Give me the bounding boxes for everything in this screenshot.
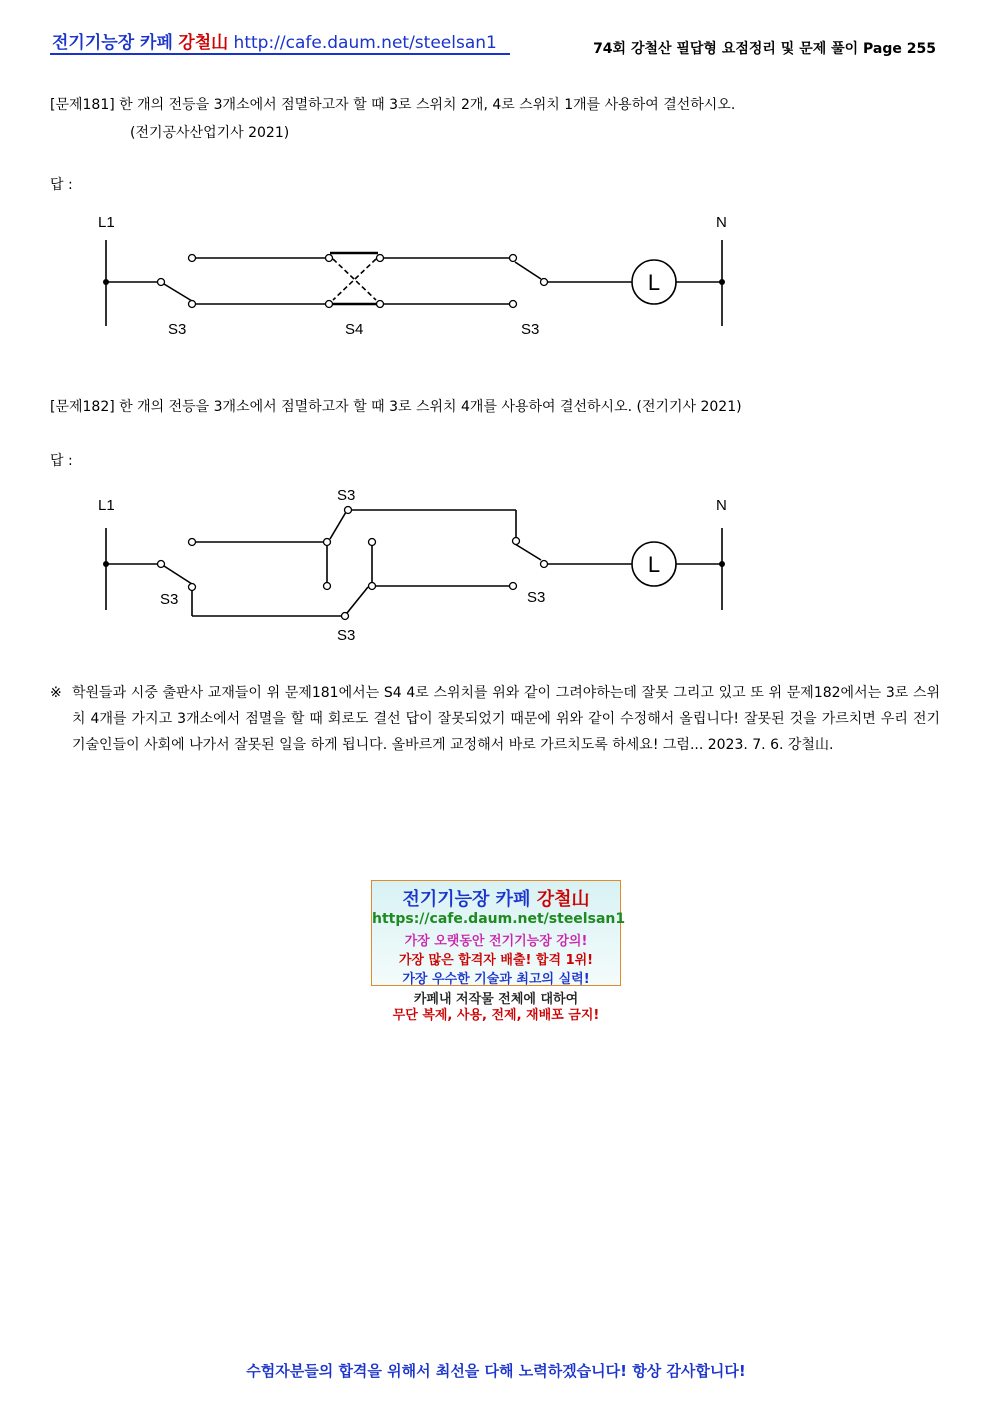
note-text: 학원들과 시중 출판사 교재들이 위 문제181에서는 S4 4로 스위치를 위와 같이 그려야하는데 잘못 그리고 있고 또 위 문제182에서는 3로 스위치 4개를 가지고 3개소에서 점멸을 할 때 회로도 결선 답이 잘못되었기 때문에 위와 같이 수정해서 올립니다! 잘못된 것을 가르치면 우리 전기기술인들이 사회에 나가서 잘못된 일을 하게 됩니다. 올바르게 교정해서 바로 가르치도록 하세요! 그럼... 2023. 7. 6. 강철山.	[72, 685, 940, 753]
l1-label: L1	[98, 497, 115, 514]
footer-message: 수험자분들의 합격을 위해서 최선을 다해 노력하겠습니다! 항상 감사합니다!	[246, 1362, 746, 1380]
badge-title: 전기기능장 카페 강철山	[402, 889, 590, 910]
badge-line-2: 가장 많은 합격자 배출! 합격 1위!	[398, 953, 594, 968]
s3-right-blade	[515, 262, 541, 279]
answer-182-label: 답 :	[50, 453, 73, 469]
s3-right-blade	[515, 544, 541, 560]
header-underline	[50, 53, 510, 55]
question-182: [문제182] 한 개의 전등을 3개소에서 점멸하고자 할 때 3로 스위치 4개를 사용하여 결선하시오. (전기기사 2021)	[50, 399, 742, 415]
lamp-label: L	[647, 552, 661, 577]
switch-label-s4: S4	[345, 321, 364, 338]
s3-left-blade	[164, 566, 192, 584]
header-title	[52, 28, 497, 53]
cafe-badge	[371, 880, 626, 987]
switch-label-s3-right: S3	[527, 589, 546, 606]
copyright-line-2: 무단 복제, 사용, 전제, 재배포 금지!	[392, 1008, 600, 1023]
n-label: N	[716, 497, 727, 514]
s3-left-blade	[164, 284, 192, 301]
owner-name: 강철山	[178, 33, 229, 53]
s3-bottom-blade	[347, 587, 368, 613]
switch-label-s3-left: S3	[160, 591, 179, 608]
l1-label: L1	[98, 214, 115, 231]
lamp-label: L	[647, 270, 661, 295]
diagram-182	[0, 480, 992, 650]
switch-label-s3-top: S3	[337, 487, 356, 504]
question-181-source: (전기공사산업기사 2021)	[130, 125, 290, 141]
s3-top-blade	[330, 512, 346, 539]
badge-line-3: 가장 우수한 기술과 최고의 실력!	[402, 972, 590, 987]
n-label: N	[716, 214, 727, 231]
switch-label-s3-right: S3	[521, 321, 540, 338]
correction-note	[50, 680, 940, 758]
question-181: [문제181] 한 개의 전등을 3개소에서 점멸하고자 할 때 3로 스위치 2개, 4로 스위치 1개를 사용하여 결선하시오.	[50, 97, 736, 113]
diagram-181	[0, 200, 992, 350]
badge-line-1: 가장 오랫동안 전기기능장 강의!	[404, 934, 588, 949]
cafe-url[interactable]: http://cafe.daum.net/steelsan1	[233, 33, 497, 53]
copyright-line-1: 카페내 저작물 전체에 대하여	[413, 992, 579, 1007]
answer-181-label: 답 :	[50, 177, 73, 193]
page-info: 74회 강철산 필답형 요점정리 및 문제 풀이 Page 255	[593, 41, 936, 57]
cafe-name: 전기기능장 카페	[52, 33, 173, 53]
switch-label-s3-bottom: S3	[337, 627, 356, 644]
badge-url[interactable]: https://cafe.daum.net/steelsan1	[372, 911, 626, 927]
note-mark: ※	[50, 685, 62, 701]
switch-label-s3-left: S3	[168, 321, 187, 338]
